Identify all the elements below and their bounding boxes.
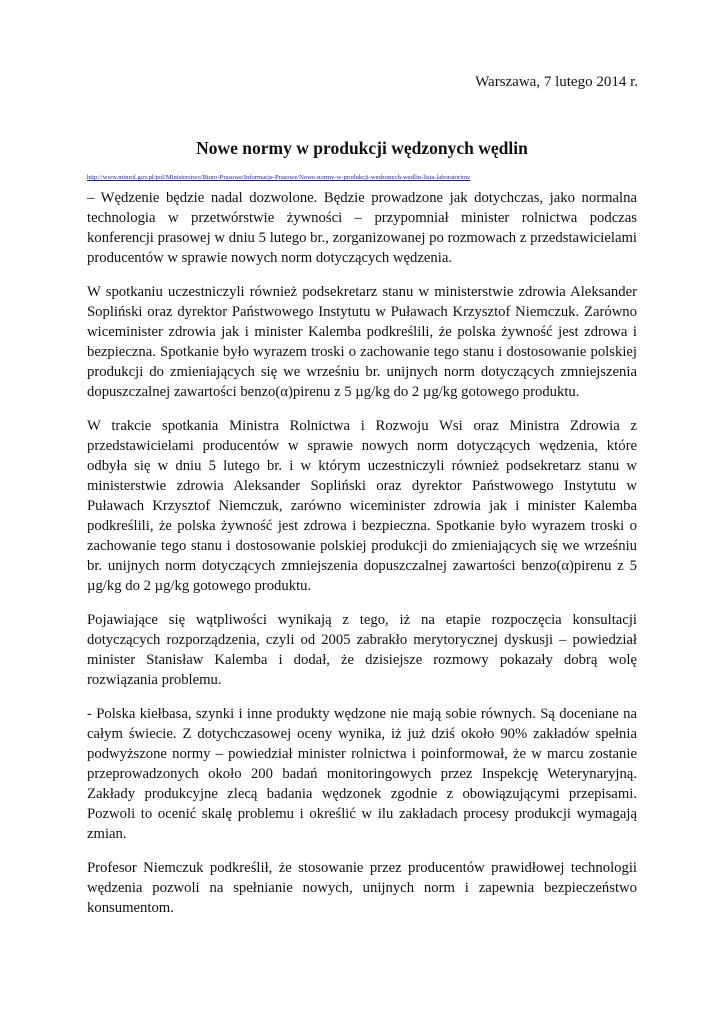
document-title: Nowe normy w produkcji wędzonych wędlin xyxy=(196,138,528,158)
document-body xyxy=(87,188,637,932)
paragraph: W spotkaniu uczestniczyli również podsekretarz stanu w ministerstwie zdrowia Aleksander Sopliński oraz dyrektor Państwowego Instytutu w Puławach Krzysztof Niemczuk. Zarówno wiceminister zdrowia jak i minister Kalemba podkreślili, że polska żywność jest zdrowa i bezpieczna. Spotkanie było wyrazem troski o zachowanie tego stanu i dostosowanie polskiej produkcji do zmieniających się we wrześniu br. unijnych norm dotyczących zmniejszenia dopuszczalnej zawartości benzo(α)pirenu z 5 µg/kg do 2 µg/kg gotowego produktu. xyxy=(87,284,637,400)
paragraph: Pojawiające się wątpliwości wynikają z tego, iż na etapie rozpoczęcia konsultacji dotyczących rozporządzenia, czyli od 2005 zabrakło merytorycznej dyskusji – powiedział minister Stanisław Kalemba i dodał, że dzisiejsze rozmowy pokazały dobrą wolę rozwiązania problemu. xyxy=(87,612,637,688)
document-date: Warszawa, 7 lutego 2014 r. xyxy=(475,74,638,90)
paragraph: W trakcie spotkania Ministra Rolnictwa i Rozwoju Wsi oraz Ministra Zdrowia z przedstawicielami producentów w sprawie nowych norm dotyczących wędzenia, które odbyła się w dniu 5 lutego br. i w którym uczestniczyli również podsekretarz stanu w ministerstwie zdrowia Aleksander Sopliński oraz dyrektor Państwowego Instytutu w Puławach Krzysztof Niemczuk, zarówno wiceminister zdrowia jak i minister Kalemba podkreślili, że polska żywność jest zdrowa i bezpieczna. Spotkanie było wyrazem troski o zachowanie tego stanu i dostosowanie polskiej produkcji do zmieniających się we wrześniu br. unijnych norm dotyczących zmniejszenia dopuszczalnej zawartości benzo(α)pirenu z 5 µg/kg do 2 µg/kg gotowego produktu. xyxy=(87,418,637,594)
paragraph: - Polska kiełbasa, szynki i inne produkty wędzone nie mają sobie równych. Są doceniane na całym świecie. Z dotychczasowej oceny wynika, iż już dziś około 90% zakładów spełnia podwyższone normy – powiedział minister rolnictwa i poinformował, że w marcu zostanie przeprowadzonych około 200 badań monitoringowych przez Inspekcję Weterynaryjną. Zakłady produkcyjne zlecą badania wędzonek zgodnie z obowiązującymi przepisami. Pozwoli to ocenić skalę problemu i określić w ilu zakładach procesy produkcji wymagają zmian. xyxy=(87,706,637,842)
paragraph: – Wędzenie będzie nadal dozwolone. Będzie prowadzone jak dotychczas, jako normalna technologia w przetwórstwie żywności – przypomniał minister rolnictwa podczas konferencji prasowej w dniu 5 lutego br., zorganizowanej po rozmowach z przedstawicielami producentów w sprawie nowych norm dotyczących wędzenia. xyxy=(87,190,637,266)
paragraph: Profesor Niemczuk podkreślił, że stosowanie przez producentów prawidłowej technologii wędzenia pozwoli na spełnianie nowych, unijnych norm i zapewnia bezpieczeństwo konsumentom. xyxy=(87,860,637,916)
source-link[interactable]: http://www.minrol.gov.pl/pol/Ministerstwo/Biuro-Prasowe/Informacje-Prasowe/Nowe-normy-w-produkcji-wedzonych-wedlin-lista-laboratoriow xyxy=(87,174,471,181)
